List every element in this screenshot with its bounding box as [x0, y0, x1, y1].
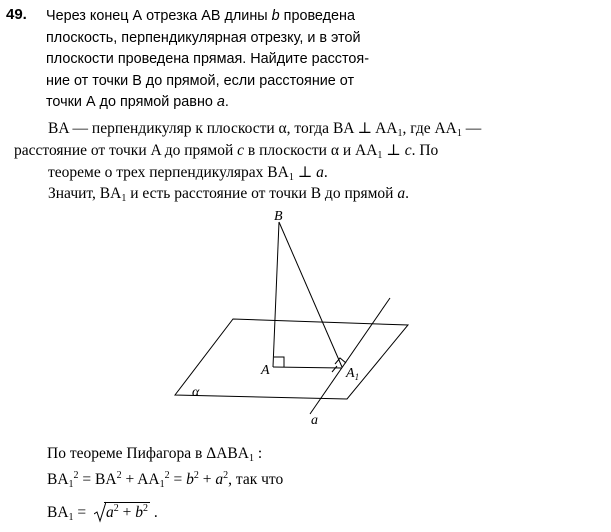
- text-run: расстояние от точки A до прямой: [14, 141, 238, 159]
- segment-AA1: [273, 367, 342, 368]
- right-angle-mark-A1-line: [332, 366, 337, 372]
- text-run: 2: [73, 470, 79, 481]
- text-run: ние от точки В до прямой, если расстояние от: [46, 72, 355, 89]
- text-run: в плоскости α и AA: [244, 141, 378, 159]
- text-run: b: [186, 471, 194, 488]
- text-run: ⊥: [382, 141, 405, 159]
- problem-text: [46, 6, 456, 114]
- text-run: и есть расстояние от точки B до прямой: [126, 185, 398, 203]
- text-run: +: [198, 471, 216, 488]
- text-run: ⊥: [293, 163, 317, 181]
- text-run: b: [271, 8, 280, 24]
- result-suffix: .: [150, 504, 158, 521]
- solution-line: [14, 118, 604, 140]
- problem-line: [46, 71, 456, 93]
- problem-number: 49.: [6, 6, 27, 23]
- text-run: = BA: [78, 471, 117, 488]
- label-A: A: [261, 363, 270, 378]
- text-run: .: [323, 163, 328, 181]
- text-run: =: [73, 504, 91, 521]
- label-A1: [345, 366, 359, 382]
- solution-line: [14, 183, 604, 205]
- text-run: . По: [411, 141, 439, 159]
- text-run: проведена: [279, 8, 355, 24]
- text-run: Значит, BA: [48, 185, 122, 203]
- text-run: 1: [68, 479, 74, 490]
- label-A1-sub: 1: [354, 372, 360, 382]
- geometry-figure: [170, 206, 420, 431]
- solution-text: [14, 118, 604, 205]
- text-run: 2: [143, 503, 149, 514]
- text-run: плоскости проведена прямая. Найдите расстоя-: [46, 51, 369, 67]
- text-run: 1: [456, 128, 462, 139]
- text-run: BA: [47, 504, 69, 521]
- text-run: .: [224, 94, 229, 110]
- label-A1-main: A: [346, 366, 355, 381]
- label-B: B: [274, 209, 283, 224]
- right-angle-mark-A: [274, 357, 284, 367]
- text-run: 1: [159, 479, 165, 490]
- text-run: По теореме Пифагора в: [47, 445, 207, 462]
- text-run: 2: [223, 470, 229, 481]
- text-run: теореме о трех перпендикулярах BA: [48, 163, 289, 181]
- problem-line: [46, 92, 456, 114]
- problem-line: [46, 6, 456, 28]
- text-run: 2: [116, 470, 122, 481]
- segment-BA: [273, 222, 279, 367]
- text-run: 1: [121, 193, 127, 205]
- label-a: a: [311, 413, 318, 428]
- text-run: 1: [377, 149, 383, 161]
- segment-BA1: [279, 222, 342, 367]
- pythagoras-intro: [47, 445, 262, 463]
- text-run: a: [216, 94, 225, 110]
- solution-line: [14, 162, 604, 184]
- plane-alpha: [175, 319, 408, 399]
- text-run: a: [397, 185, 406, 203]
- text-run: плоскость, перпендикулярная отрезку, и в этой: [46, 29, 361, 46]
- text-run: 2: [113, 503, 119, 514]
- text-run: c: [237, 141, 245, 159]
- text-run: a: [106, 504, 114, 521]
- radicand: [104, 502, 150, 522]
- text-run: , где AA: [402, 120, 457, 137]
- text-run: Через конец А отрезка АВ длины: [46, 8, 272, 24]
- text-run: 2: [164, 470, 170, 481]
- text-run: a: [316, 163, 324, 181]
- square-root: [94, 502, 150, 522]
- text-run: точки А до прямой равно: [46, 94, 217, 110]
- text-run: ΔABA: [206, 445, 249, 462]
- text-run: 1: [397, 128, 403, 139]
- solution-line: [14, 140, 604, 162]
- text-run: 1: [248, 453, 254, 464]
- pythagoras-equation: [47, 471, 283, 489]
- text-run: =: [169, 471, 187, 488]
- text-run: a: [215, 471, 224, 488]
- text-run: , так что: [228, 471, 284, 488]
- pythagoras-result: [47, 502, 158, 522]
- text-run: c: [404, 141, 412, 159]
- text-run: .: [405, 185, 409, 203]
- text-run: 1: [288, 171, 294, 183]
- result-prefix: [47, 504, 90, 521]
- text-run: BA — перпендикуляр к плоскости α, тогда BA ⊥ AA: [48, 120, 398, 137]
- line-a: [310, 298, 390, 414]
- text-run: 1: [68, 512, 74, 523]
- text-run: —: [461, 120, 482, 137]
- text-run: 2: [193, 470, 199, 481]
- text-run: + AA: [121, 471, 160, 488]
- problem-line: [46, 49, 456, 71]
- radical-sign-icon: [94, 501, 106, 523]
- text-run: :: [253, 445, 263, 462]
- text-run: +: [118, 504, 136, 521]
- text-run: b: [135, 504, 144, 521]
- label-alpha: α: [192, 385, 200, 400]
- problem-line: [46, 28, 456, 50]
- text-run: BA: [47, 471, 69, 488]
